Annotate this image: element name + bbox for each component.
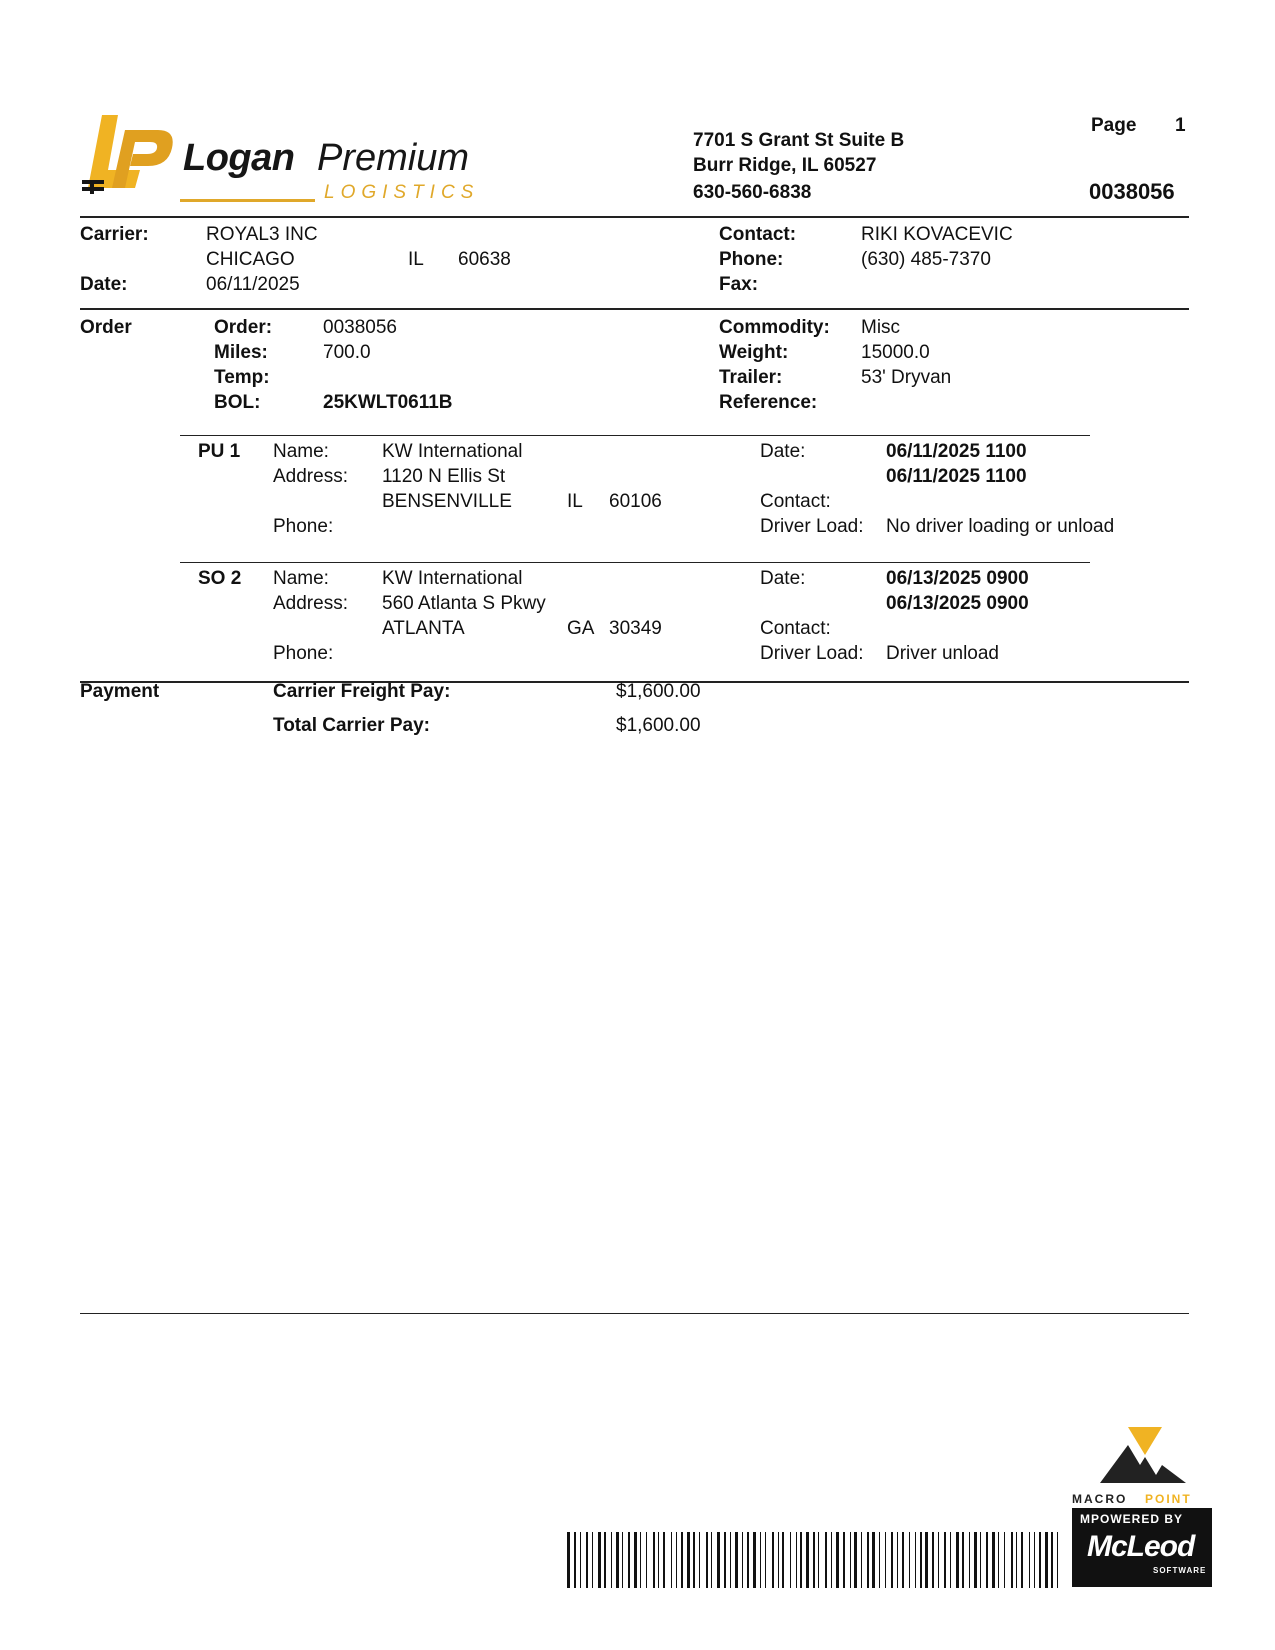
trailer-value: 53' Dryvan bbox=[861, 367, 952, 388]
barcode-bar bbox=[574, 1532, 576, 1588]
barcode-bar bbox=[872, 1532, 875, 1588]
stop-phone-label: Phone: bbox=[273, 516, 334, 537]
barcode-bar bbox=[938, 1532, 939, 1588]
stop-state: IL bbox=[567, 491, 583, 512]
order-number: 0038056 bbox=[323, 317, 397, 338]
barcode-bar bbox=[681, 1532, 683, 1588]
barcode bbox=[567, 1532, 1067, 1588]
barcode-bar bbox=[567, 1532, 570, 1588]
barcode-bar bbox=[747, 1532, 749, 1588]
company-phone: 630-560-6838 bbox=[693, 182, 812, 203]
carrier-date-label: Date: bbox=[80, 274, 128, 295]
barcode-bar bbox=[986, 1532, 988, 1588]
barcode-bar bbox=[760, 1532, 761, 1588]
barcode-bar bbox=[753, 1532, 756, 1588]
barcode-bar bbox=[885, 1532, 886, 1588]
stop-contact-label: Contact: bbox=[760, 491, 831, 512]
carrier-state: IL bbox=[408, 249, 424, 270]
total-pay-value: $1,600.00 bbox=[616, 715, 701, 736]
stop-date-label: Date: bbox=[760, 568, 806, 589]
barcode-bar bbox=[1004, 1532, 1005, 1588]
macro-text: MACRO bbox=[1072, 1492, 1128, 1506]
stop-zip: 30349 bbox=[609, 618, 662, 639]
barcode-bar bbox=[920, 1532, 922, 1588]
barcode-bar bbox=[699, 1532, 700, 1588]
barcode-bar bbox=[616, 1532, 619, 1588]
barcode-bar bbox=[628, 1532, 630, 1588]
stop-name: KW International bbox=[382, 568, 523, 589]
barcode-bar bbox=[800, 1532, 802, 1588]
barcode-bar bbox=[950, 1532, 951, 1588]
stop-driver-load: Driver unload bbox=[886, 643, 999, 664]
stop-date-1: 06/11/2025 1100 bbox=[886, 441, 1027, 462]
stop-state: GA bbox=[567, 618, 595, 639]
logo-name-light: Premium bbox=[317, 137, 470, 179]
barcode-bar bbox=[843, 1532, 845, 1588]
stop-city: ATLANTA bbox=[382, 618, 465, 639]
macropoint-logo-icon bbox=[1098, 1425, 1188, 1485]
barcode-bar bbox=[867, 1532, 869, 1588]
stop-driver-load-label: Driver Load: bbox=[760, 516, 864, 537]
barcode-bar bbox=[693, 1532, 695, 1588]
bol-value: 25KWLT0611B bbox=[323, 392, 453, 413]
lp-logo-icon bbox=[80, 110, 175, 205]
barcode-bar bbox=[671, 1532, 672, 1588]
barcode-bar bbox=[1021, 1532, 1023, 1588]
stop-date-1: 06/13/2025 0900 bbox=[886, 568, 1029, 589]
barcode-bar bbox=[622, 1532, 623, 1588]
stop-driver-load-label: Driver Load: bbox=[760, 643, 864, 664]
weight-label: Weight: bbox=[719, 342, 789, 363]
barcode-bar bbox=[861, 1532, 862, 1588]
carrier-name: ROYAL3 INC bbox=[206, 224, 318, 245]
barcode-bar bbox=[974, 1532, 977, 1588]
barcode-bar bbox=[676, 1532, 677, 1588]
barcode-bar bbox=[611, 1532, 612, 1588]
barcode-bar bbox=[925, 1532, 928, 1588]
barcode-bar bbox=[711, 1532, 712, 1588]
barcode-bar bbox=[598, 1532, 601, 1588]
order-section-label: Order bbox=[80, 317, 132, 338]
stop-street: 1120 N Ellis St bbox=[382, 466, 506, 487]
doc-number: 0038056 bbox=[1089, 179, 1175, 204]
barcode-bar bbox=[658, 1532, 659, 1588]
carrier-date: 06/11/2025 bbox=[206, 274, 300, 295]
miles-value: 700.0 bbox=[323, 342, 371, 363]
barcode-bar bbox=[813, 1532, 815, 1588]
barcode-bar bbox=[825, 1532, 827, 1588]
barcode-bar bbox=[742, 1532, 743, 1588]
stop-name-label: Name: bbox=[273, 568, 329, 589]
company-address-line1: 7701 S Grant St Suite B bbox=[693, 130, 905, 151]
carrier-city: CHICAGO bbox=[206, 249, 295, 270]
barcode-bar bbox=[772, 1532, 774, 1588]
fax-label: Fax: bbox=[719, 274, 759, 295]
barcode-bar bbox=[646, 1532, 647, 1588]
stop-date-label: Date: bbox=[760, 441, 806, 462]
stop-address-label: Address: bbox=[273, 593, 348, 614]
barcode-bar bbox=[1051, 1532, 1053, 1588]
commodity-value: Misc bbox=[861, 317, 901, 338]
stop-code: PU 1 bbox=[198, 441, 241, 462]
barcode-bar bbox=[932, 1532, 934, 1588]
stop-address-label: Address: bbox=[273, 466, 348, 487]
barcode-bar bbox=[706, 1532, 708, 1588]
phone-label: Phone: bbox=[719, 249, 784, 270]
barcode-bar bbox=[663, 1532, 665, 1588]
powered-by-text: MPOWERED BY bbox=[1080, 1512, 1184, 1526]
barcode-bar bbox=[634, 1532, 637, 1588]
stop-date-2: 06/11/2025 1100 bbox=[886, 466, 1027, 487]
carrier-label: Carrier: bbox=[80, 224, 149, 245]
temp-label: Temp: bbox=[214, 367, 270, 388]
contact-label: Contact: bbox=[719, 224, 797, 245]
barcode-bar bbox=[1011, 1532, 1013, 1588]
barcode-bar bbox=[717, 1532, 720, 1588]
barcode-bar bbox=[790, 1532, 791, 1588]
barcode-bar bbox=[944, 1532, 946, 1588]
barcode-bar bbox=[687, 1532, 690, 1588]
commodity-label: Commodity: bbox=[719, 317, 830, 338]
barcode-bar bbox=[765, 1532, 766, 1588]
barcode-bar bbox=[956, 1532, 959, 1588]
barcode-bar bbox=[909, 1532, 910, 1588]
barcode-bar bbox=[879, 1532, 880, 1588]
stop-name: KW International bbox=[382, 441, 523, 462]
divider-header bbox=[80, 216, 1189, 218]
barcode-bar bbox=[850, 1532, 851, 1588]
stop-date-2: 06/13/2025 0900 bbox=[886, 593, 1029, 614]
divider-stop-1 bbox=[180, 435, 1090, 436]
page-label: Page bbox=[1091, 115, 1137, 136]
barcode-bar bbox=[891, 1532, 893, 1588]
barcode-bar bbox=[1029, 1532, 1030, 1588]
barcode-bar bbox=[806, 1532, 809, 1588]
order-number-label: Order: bbox=[214, 317, 273, 338]
barcode-bar bbox=[831, 1532, 832, 1588]
barcode-bar bbox=[640, 1532, 641, 1588]
contact-name: RIKI KOVACEVIC bbox=[861, 224, 1013, 245]
stop-code: SO 2 bbox=[198, 568, 242, 589]
company-address-line2: Burr Ridge, IL 60527 bbox=[693, 155, 877, 176]
contact-phone: (630) 485-7370 bbox=[861, 249, 991, 270]
stop-name-label: Name: bbox=[273, 441, 329, 462]
barcode-bar bbox=[778, 1532, 779, 1588]
barcode-bar bbox=[962, 1532, 964, 1588]
barcode-bar bbox=[592, 1532, 593, 1588]
barcode-bar bbox=[1039, 1532, 1041, 1588]
logo-underline bbox=[180, 199, 315, 202]
freight-pay-label: Carrier Freight Pay: bbox=[273, 681, 451, 702]
barcode-bar bbox=[604, 1532, 606, 1588]
divider-stop-2 bbox=[180, 562, 1090, 563]
mcleod-wordmark: McLeod bbox=[1087, 1530, 1195, 1563]
page-number: 1 bbox=[1175, 115, 1186, 136]
barcode-bar bbox=[1016, 1532, 1017, 1588]
barcode-bar bbox=[653, 1532, 655, 1588]
barcode-bar bbox=[897, 1532, 898, 1588]
reference-label: Reference: bbox=[719, 392, 818, 413]
freight-pay-value: $1,600.00 bbox=[616, 681, 701, 702]
payment-section-label: Payment bbox=[80, 681, 160, 702]
barcode-bar bbox=[969, 1532, 970, 1588]
stop-contact-label: Contact: bbox=[760, 618, 831, 639]
divider-carrier bbox=[80, 308, 1189, 310]
barcode-bar bbox=[998, 1532, 999, 1588]
barcode-bar bbox=[902, 1532, 904, 1588]
stop-zip: 60106 bbox=[609, 491, 662, 512]
miles-label: Miles: bbox=[214, 342, 268, 363]
total-pay-label: Total Carrier Pay: bbox=[273, 715, 430, 736]
barcode-bar bbox=[980, 1532, 981, 1588]
barcode-bar bbox=[586, 1532, 588, 1588]
stop-driver-load: No driver loading or unload bbox=[886, 516, 1115, 537]
barcode-bar bbox=[1034, 1532, 1035, 1588]
barcode-bar bbox=[730, 1532, 731, 1588]
mcleod-software-text: SOFTWARE bbox=[1153, 1566, 1207, 1575]
carrier-zip: 60638 bbox=[458, 249, 511, 270]
barcode-bar bbox=[1045, 1532, 1048, 1588]
bol-label: BOL: bbox=[214, 392, 261, 413]
trailer-label: Trailer: bbox=[719, 367, 783, 388]
logo-name-bold: Logan bbox=[183, 137, 295, 179]
barcode-bar bbox=[818, 1532, 819, 1588]
logo-tagline: LOGISTICS bbox=[324, 182, 480, 203]
barcode-bar bbox=[735, 1532, 738, 1588]
stop-street: 560 Atlanta S Pkwy bbox=[382, 593, 546, 614]
barcode-bar bbox=[992, 1532, 995, 1588]
barcode-bar bbox=[836, 1532, 839, 1588]
barcode-bar bbox=[724, 1532, 726, 1588]
barcode-bar bbox=[580, 1532, 581, 1588]
barcode-bar bbox=[796, 1532, 797, 1588]
stop-city: BENSENVILLE bbox=[382, 491, 512, 512]
divider-footer bbox=[80, 1313, 1189, 1314]
barcode-bar bbox=[782, 1532, 784, 1588]
barcode-bar bbox=[915, 1532, 916, 1588]
barcode-bar bbox=[1057, 1532, 1058, 1588]
stop-phone-label: Phone: bbox=[273, 643, 334, 664]
barcode-bar bbox=[854, 1532, 857, 1588]
point-text: POINT bbox=[1145, 1492, 1192, 1506]
weight-value: 15000.0 bbox=[861, 342, 930, 363]
